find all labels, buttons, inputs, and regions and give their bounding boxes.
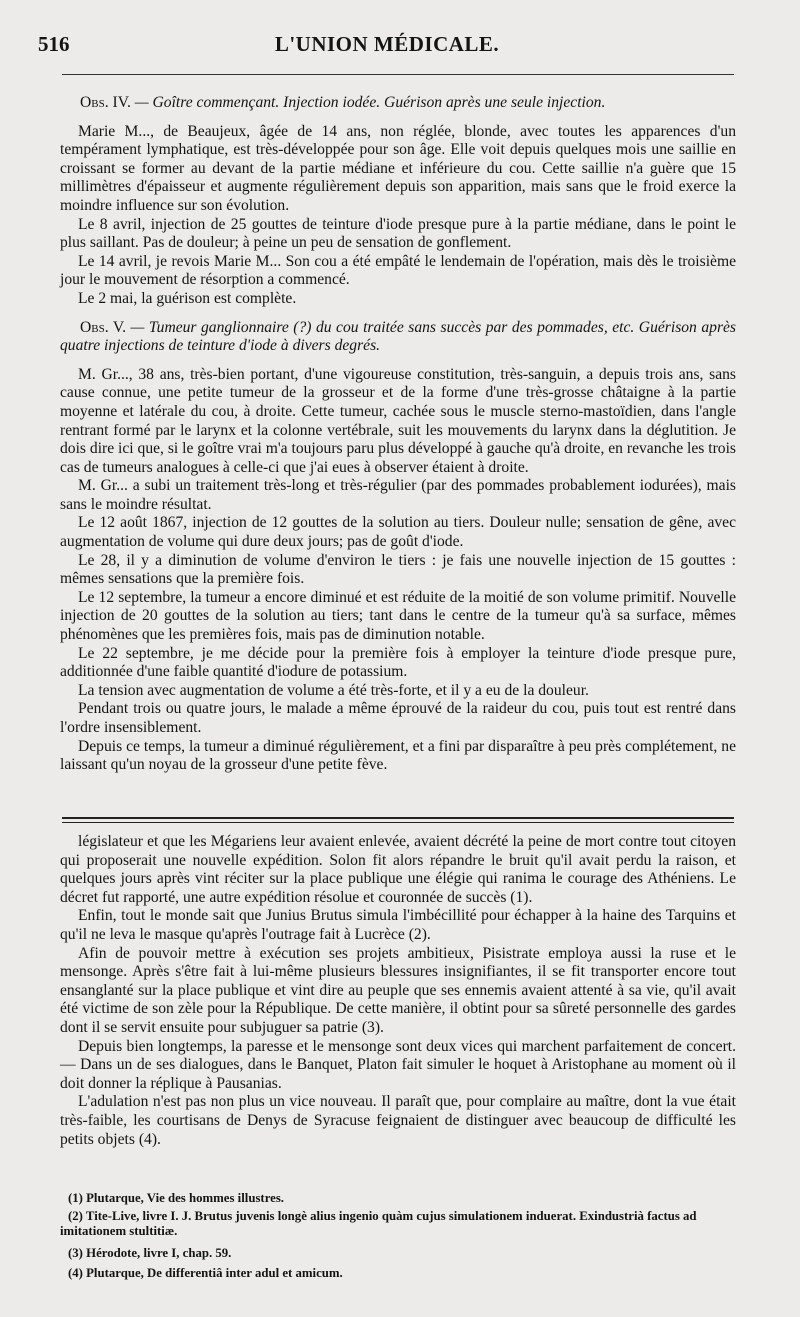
footnote: (3) Hérodote, livre I, chap. 59. — [68, 1245, 232, 1260]
paragraph: Pendant trois ou quatre jours, le malade a même éprouvé de la raideur du cou, puis tout est rentré dans l'ordre insensiblement. — [60, 700, 736, 736]
observation-label: Obs. IV. — [80, 94, 135, 111]
paragraph: M. Gr... a subi un traitement très-long et très-régulier (par des pommades probablement iodurées), mais sans le moindre résultat. — [60, 477, 736, 513]
observation-title: — Goître commençant. Injection iodée. Guérison après une seule injection. — [134, 94, 606, 111]
feuilleton-paragraph: L'adulation n'est pas non plus un vice nouveau. Il paraît que, pour complaire au maître, dont la vue était très-faible, les courtisans de Denys de Syracuse feignaient de distinguer avec beaucoup de difficulté les petits objets (4). — [60, 1093, 736, 1148]
page-number: 516 — [38, 32, 70, 56]
paragraph: Le 12 septembre, la tumeur a encore diminué et est réduite de la moitié de son volume primitif. Nouvelle injection de 20 gouttes de la solution au tiers; tant dans le centre de la tumeur qu'à sa surface, mêmes phénomènes que les premières fois, mais pas de diminution notable. — [60, 588, 736, 644]
observation-heading — [60, 319, 736, 356]
paragraph: Depuis ce temps, la tumeur a diminué régulièrement, et a fini par disparaître à peu près complétement, ne laissant qu'un noyau de la grosseur d'une petite fève. — [60, 737, 736, 774]
paragraph: Marie M..., de Beaujeux, âgée de 14 ans, non réglée, blonde, avec toutes les apparences d'un tempérament lymphatique, est très-développée pour son âge. Elle voit depuis quelques mois une saillie en croissant se former au devant de la partie médiane et inférieure du cou. Cette saillie n'a guère que 15 millimètres d'épaisseur et augmente régulièrement depuis son apparition, mais sans que le froid exerce la moindre influence sur son évolution. — [60, 122, 736, 214]
page-header — [38, 32, 736, 66]
footnote: (4) Plutarque, De differentiâ inter adul et amicum. — [68, 1266, 343, 1280]
footnote: (1) Plutarque, Vie des hommes illustres. — [68, 1191, 285, 1205]
footnotes — [60, 1188, 736, 1284]
article-body — [60, 94, 736, 775]
header-rule — [62, 74, 734, 75]
feuilleton-paragraph: législateur et que les Mégariens leur avaient enlevée, avaient décrété la peine de mort contre tout citoyen qui proposerait une nouvelle expédition. Solon fit alors répandre le bruit qu'il avait perdu la raison, et quelques jours après vint réciter sur la place publique une élégie qui ranima le courage des Athéniens. Le décret fut rapporté, une autre expédition résolue et couronnée de succès (1). — [60, 833, 736, 906]
feuilleton-separator-inner — [62, 822, 734, 823]
observation-label: Obs. V. — [80, 318, 131, 336]
paragraph: La tension avec augmentation de volume a été très-forte, et il y a eu de la douleur. — [78, 681, 589, 699]
feuilleton-paragraph: Depuis bien longtemps, la paresse et le mensonge sont deux vices qui marchent parfaitement de concert. — Dans un de ses dialogues, dans le Banquet, Platon fait simuler le hoquet à Aristophane au moment où il doit donner la réplique à Pausanias. — [60, 1037, 736, 1092]
feuilleton-body — [60, 833, 736, 1149]
feuilleton-paragraph: Enfin, tout le monde sait que Junius Brutus simula l'imbécillité pour échapper à la haine des Tarquins et qu'il ne leva le masque qu'après l'outrage fait à Lucrèce (2). — [60, 907, 736, 943]
paragraph: M. Gr..., 38 ans, très-bien portant, d'une vigoureuse constitution, très-sanguin, a depuis trois ans, sans cause connue, une petite tumeur de la grosseur et de la forme d'une très-grosse châtaigne à la partie moyenne et latérale du cou, à droite. Cette tumeur, cachée sous le muscle sterno-mastoïdien, dans l'angle rentrant formé par le larynx et la colonne vertébrale, suit les mouvements du larynx dans la déglutition. Je dois dire ici que, si le goître vrai m'a toujours paru plus développé à gauche qu'à droite, en revanche les trois cas de tumeurs analogues à celle-ci que j'ai eues à observer étaient à droite. — [60, 365, 736, 476]
feuilleton-paragraph: Afin de pouvoir mettre à exécution ses projets ambitieux, Pisistrate employa aussi la ruse et le mensonge. Après s'être fait à lui-même plusieurs blessures insignifiantes, il se fit transporter encore tout ensanglanté sur la place publique et vint dire au peuple que ses ennemis avaient attenté à sa vie, qu'il avait été victime de son zèle pour la République. De cette manière, il obtint pour sa sûreté personnelle des gardes dont il se servit ensuite pour subjuguer sa patrie (3). — [60, 944, 736, 1036]
paragraph: Le 22 septembre, je me décide pour la première fois à employer la teinture d'iode presque pure, additionnée d'une faible quantité d'iodure de potassium. — [60, 644, 736, 681]
spacer — [60, 113, 736, 123]
feuilleton-separator — [62, 817, 734, 819]
footnote: (2) Tite-Live, livre I. J. Brutus juvenis longè alius ingenio quàm cujus simulationem induerat. Exindustrià factus ad imitationem stultitiæ. — [60, 1208, 697, 1238]
spacer — [60, 309, 736, 319]
paragraph: Le 28, il y a diminution de volume d'environ le tiers : je fais une nouvelle injection de 15 gouttes : mêmes sensations que la première fois. — [60, 551, 736, 588]
spacer — [60, 356, 736, 366]
observation-heading — [60, 94, 736, 113]
paragraph: Le 12 août 1867, injection de 12 gouttes de la solution au tiers. Douleur nulle; sensation de gêne, avec augmentation de volume qui dure deux jours; pas de goût d'iode. — [60, 514, 736, 551]
paragraph: Le 2 mai, la guérison est complète. — [78, 289, 297, 307]
observation-title: — Tumeur ganglionnaire (?) du cou traitée sans succès par des pommades, etc. Guérison après quatre injections de teinture d'iode à divers degrés. — [60, 318, 737, 355]
paragraph: Le 14 avril, je revois Marie M... Son cou a été empâté le lendemain de l'opération, mais dès le troisième jour le mouvement de résorption a commencé. — [60, 252, 736, 289]
paragraph: Le 8 avril, injection de 25 gouttes de teinture d'iode presque pure à la partie médiane, dans le point le plus saillant. Pas de douleur; à peine un peu de sensation de gonflement. — [60, 215, 736, 252]
running-title: L'UNION MÉDICALE. — [274, 32, 500, 56]
